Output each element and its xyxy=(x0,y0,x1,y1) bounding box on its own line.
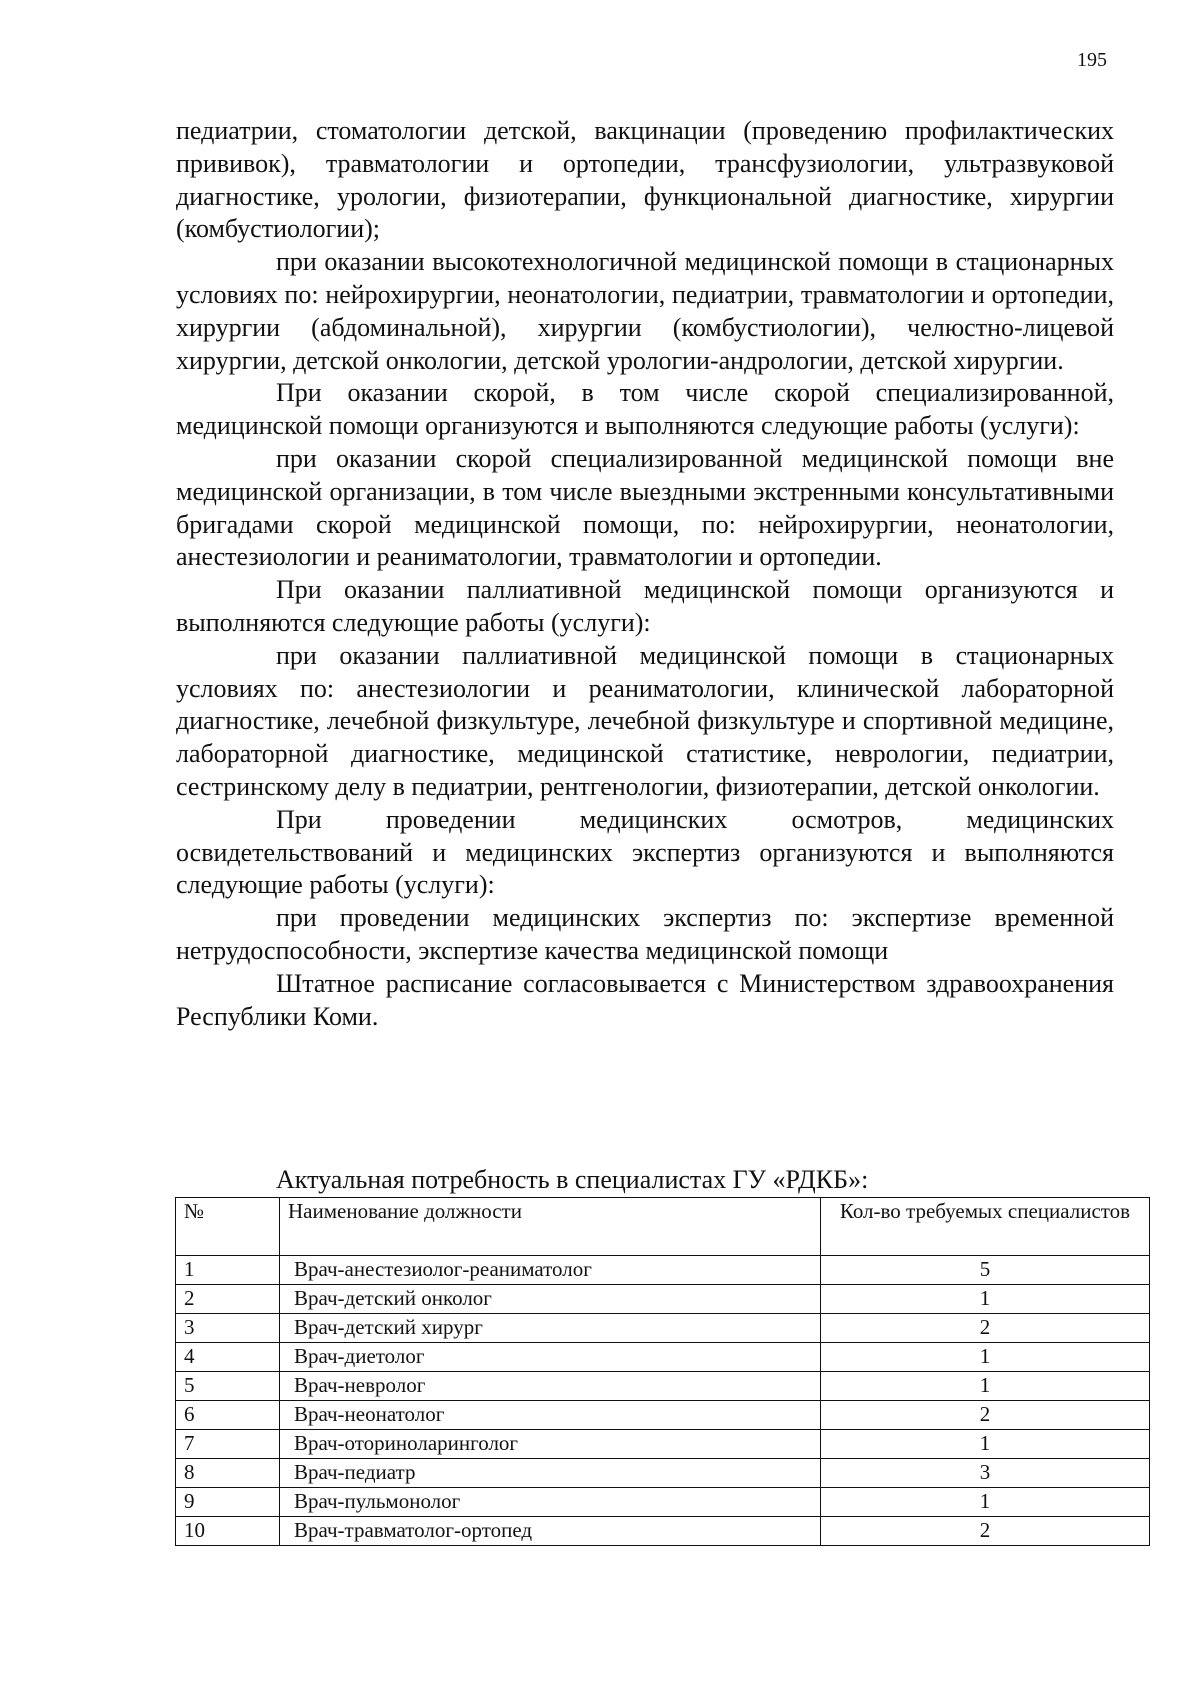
row-count: 2 xyxy=(821,1401,1150,1430)
row-number: 10 xyxy=(176,1517,280,1546)
row-position: Врач-детский онколог xyxy=(280,1285,821,1314)
row-number: 6 xyxy=(176,1401,280,1430)
row-number: 7 xyxy=(176,1430,280,1459)
paragraph-5: При оказании паллиативной медицинской помощи организуются и выполняются следующие работы (услуги): xyxy=(176,575,1114,637)
row-count: 1 xyxy=(821,1430,1150,1459)
table-row xyxy=(176,1430,1150,1459)
table-caption: Актуальная потребность в специалистах ГУ «РДКБ»: xyxy=(276,1165,869,1194)
table-row xyxy=(176,1314,1150,1343)
paragraph-9: Штатное расписание согласовывается с Министерством здравоохранения Республики Коми. xyxy=(176,968,1114,1031)
row-number: 5 xyxy=(176,1372,280,1401)
table-row xyxy=(176,1285,1150,1314)
paragraph-1: педиатрии, стоматологии детской, вакцинации (проведению профилактических прививок), травматологии и ортопедии, трансфузиологии, ультразвуковой диагностике, урологии, физиотерапии, функциональной диагностике, хирургии (комбустиологии); xyxy=(176,116,1114,244)
paragraph-3: При оказании скорой, в том числе скорой специализированной, медицинской помощи организуются и выполняются следующие работы (услуги): xyxy=(176,378,1114,441)
paragraph-2: при оказании высокотехнологичной медицинской помощи в стационарных условиях по: нейрохирургии, неонатологии, педиатрии, травматологии и ортопедии, хирургии (абдоминальной), хирургии (комбустиологии), челюстно-лицевой хирургии, детской онкологии, детской урологии-андрологии, детской хирургии. xyxy=(176,247,1114,375)
row-count: 2 xyxy=(821,1314,1150,1343)
row-position: Врач-травматолог-ортопед xyxy=(280,1517,821,1546)
document-body xyxy=(176,115,1114,1033)
header-position: Наименование должности xyxy=(280,1198,821,1256)
header-number: № xyxy=(176,1198,280,1256)
row-position: Врач-диетолог xyxy=(280,1343,821,1372)
row-number: 4 xyxy=(176,1343,280,1372)
row-count: 5 xyxy=(821,1256,1150,1285)
paragraph-6: при оказании паллиативной медицинской помощи в стационарных условиях по: анестезиологии и реаниматологии, клинической лабораторной диагностике, лечебной физкультуре, лечебной физкультуре и спортивной медицине, лабораторной диагностике, медицинской статистике, неврологии, педиатрии, сестринскому делу в педиатрии, рентгенологии, физиотерапии, детской онкологии. xyxy=(176,640,1114,801)
row-number: 8 xyxy=(176,1459,280,1488)
table-row xyxy=(176,1459,1150,1488)
table-row xyxy=(176,1343,1150,1372)
row-position: Врач-пульмонолог xyxy=(280,1488,821,1517)
row-position: Врач-педиатр xyxy=(280,1459,821,1488)
table-row xyxy=(176,1517,1150,1546)
table-row xyxy=(176,1372,1150,1401)
paragraph-8: при проведении медицинских экспертиз по: экспертизе временной нетрудоспособности, экспертизе качества медицинской помощи xyxy=(176,903,1114,965)
row-count: 3 xyxy=(821,1459,1150,1488)
row-count: 1 xyxy=(821,1372,1150,1401)
paragraph-7: При проведении медицинских осмотров, медицинских освидетельствований и медицинских экспертиз организуются и выполняются следующие работы (услуги): xyxy=(176,804,1114,900)
table-row xyxy=(176,1256,1150,1285)
row-position: Врач-неонатолог xyxy=(280,1401,821,1430)
row-count: 1 xyxy=(821,1488,1150,1517)
paragraph-4: при оказании скорой специализированной медицинской помощи вне медицинской организации, в том числе выездными экстренными консультативными бригадами скорой медицинской помощи, по: нейрохирургии, неонатологии, анестезиологии и реаниматологии, травматологии и ортопедии. xyxy=(176,443,1114,572)
row-number: 1 xyxy=(176,1256,280,1285)
row-position: Врач-детский хирург xyxy=(280,1314,821,1343)
specialists-table xyxy=(175,1197,1150,1546)
row-number: 3 xyxy=(176,1314,280,1343)
row-number: 2 xyxy=(176,1285,280,1314)
row-position: Врач-невролог xyxy=(280,1372,821,1401)
page-number: 195 xyxy=(1077,49,1107,71)
row-position: Врач-оториноларинголог xyxy=(280,1430,821,1459)
row-count: 1 xyxy=(821,1285,1150,1314)
row-count: 1 xyxy=(821,1343,1150,1372)
row-count: 2 xyxy=(821,1517,1150,1546)
table-row xyxy=(176,1488,1150,1517)
row-number: 9 xyxy=(176,1488,280,1517)
header-count: Кол-во требуемых специалистов xyxy=(821,1198,1150,1256)
table-header-row xyxy=(176,1198,1150,1256)
row-position: Врач-анестезиолог-реаниматолог xyxy=(280,1256,821,1285)
table-row xyxy=(176,1401,1150,1430)
